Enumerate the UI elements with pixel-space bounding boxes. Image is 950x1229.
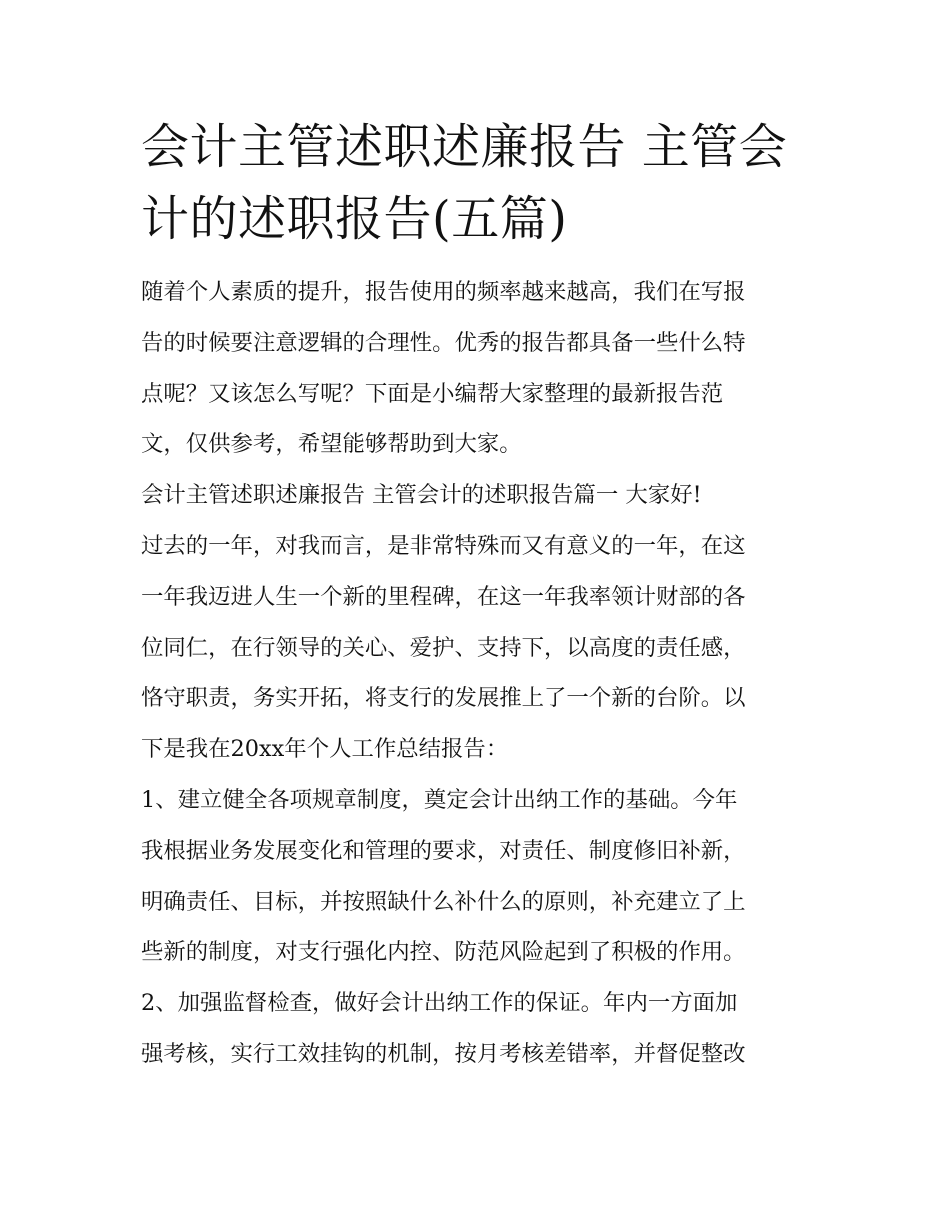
section-heading-paragraph bbox=[141, 470, 813, 521]
text-line: 我根据业务发展变化和管理的要求，对责任、制度修旧补新， bbox=[141, 837, 746, 864]
text-line: 1、建立健全各项规章制度，奠定会计出纳工作的基础。今年 bbox=[141, 786, 738, 813]
point-two-paragraph bbox=[141, 978, 813, 1080]
text-line: 告的时候要注意逻辑的合理性。优秀的报告都具备一些什么特 bbox=[141, 329, 746, 356]
overview-paragraph bbox=[141, 521, 813, 775]
document-content bbox=[141, 111, 813, 1080]
text-line: 明确责任、目标，并按照缺什么补什么的原则，补充建立了上 bbox=[141, 888, 746, 915]
text-line: 一年我迈进人生一个新的里程碑，在这一年我率领计财部的各 bbox=[141, 583, 746, 610]
text-line: 会计主管述职述廉报告 主管会计的述职报告篇一 大家好! bbox=[141, 482, 702, 509]
intro-paragraph bbox=[141, 267, 813, 470]
text-line: 随着个人素质的提升，报告使用的频率越来越高，我们在写报 bbox=[141, 279, 746, 305]
text-line: 强考核，实行工效挂钩的机制，按月考核差错率，并督促整改 bbox=[141, 1040, 746, 1067]
text-line: 点呢？又该怎么写呢？下面是小编帮大家整理的最新报告范 bbox=[141, 380, 724, 407]
text-line: 下是我在20xx年个人工作总结报告： bbox=[141, 736, 509, 763]
title-line: 计的述职报告(五篇) bbox=[141, 191, 568, 247]
text-line: 些新的制度，对支行强化内控、防范风险起到了积极的作用。 bbox=[141, 939, 746, 966]
text-line: 位同仁，在行领导的关心、爱护、支持下，以高度的责任感， bbox=[141, 634, 746, 661]
document-title bbox=[141, 111, 813, 255]
text-line: 恪守职责，务实开拓，将支行的发展推上了一个新的台阶。以 bbox=[141, 685, 746, 712]
document-body bbox=[141, 267, 813, 1080]
text-line: 文，仅供参考，希望能够帮助到大家。 bbox=[141, 431, 522, 458]
text-line: 2、加强监督检查，做好会计出纳工作的保证。年内一方面加 bbox=[141, 990, 738, 1017]
text-line: 过去的一年，对我而言，是非常特殊而又有意义的一年，在这 bbox=[141, 532, 746, 559]
title-line: 会计主管述职述廉报告 主管会 bbox=[141, 119, 788, 175]
point-one-paragraph bbox=[141, 775, 813, 978]
